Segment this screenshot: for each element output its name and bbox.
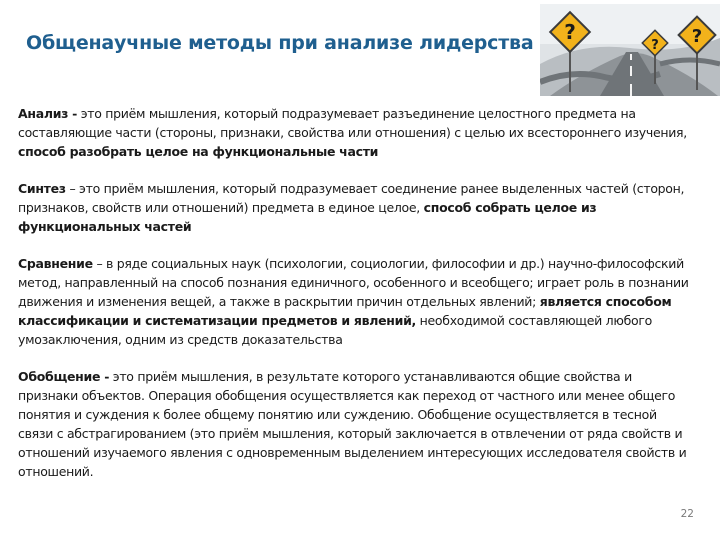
- slide-title: Общенаучные методы при анализе лидерства: [26, 32, 534, 54]
- sign-question-mark: ?: [564, 20, 576, 44]
- definition-text: – в ряде социальных наук (психологии, социологии, философии и др.) научно-философский метод, направленный на способ познания единичного, особенного и всеобщего; играет роль в познании движения и изменения вещей, а также в раскрытии причин отдельных явлений;: [18, 256, 689, 309]
- road-question-signs-image: [540, 4, 720, 96]
- definition-emphasis: способ собрать целое из функциональных частей: [18, 200, 597, 234]
- definition-text: это приём мышления, который подразумевает разъединение целостного предмета на составляющие части (стороны, признаки, свойства или отношения) с целью их всестороннего изучения,: [18, 106, 687, 140]
- term-comparison: Сравнение: [18, 256, 93, 271]
- definition-tail: необходимой составляющей любого умозаключения, одним из средств доказательства: [18, 313, 652, 347]
- paragraph-analysis: [18, 104, 692, 161]
- term-generalization: Обобщение -: [18, 369, 110, 384]
- definition-text: это приём мышления, в результате которого устанавливаются общие свойства и признаки объектов. Операция обобщения осуществляется как переход от частного или менее общего понятия и суждения к более общему понятию или суждению. Обобщение осуществляется в тесной связи с абстрагированием (это приём мышления, который заключается в отвлечении от ряда свойств и отношений изучаемого явления с одновременным выделением интересующих исследователя свойств и отношений.: [18, 369, 687, 479]
- paragraph-synthesis: [18, 179, 692, 236]
- page-number: 22: [680, 508, 694, 520]
- sign-question-mark: ?: [691, 26, 703, 47]
- definition-emphasis: является способом классификации и систематизации предметов и явлений,: [18, 294, 672, 328]
- slide-body: [18, 104, 692, 499]
- paragraph-comparison: [18, 254, 692, 349]
- sign-question-mark: ?: [651, 38, 659, 53]
- term-synthesis: Синтез: [18, 181, 66, 196]
- term-analysis: Анализ -: [18, 106, 78, 121]
- definition-text: – это приём мышления, который подразумевает соединение ранее выделенных частей (сторон, признаков, свойств или отношений) предмета в единое целое,: [18, 181, 685, 215]
- paragraph-generalization: [18, 367, 692, 481]
- definition-emphasis: способ разобрать целое на функциональные части: [18, 144, 379, 159]
